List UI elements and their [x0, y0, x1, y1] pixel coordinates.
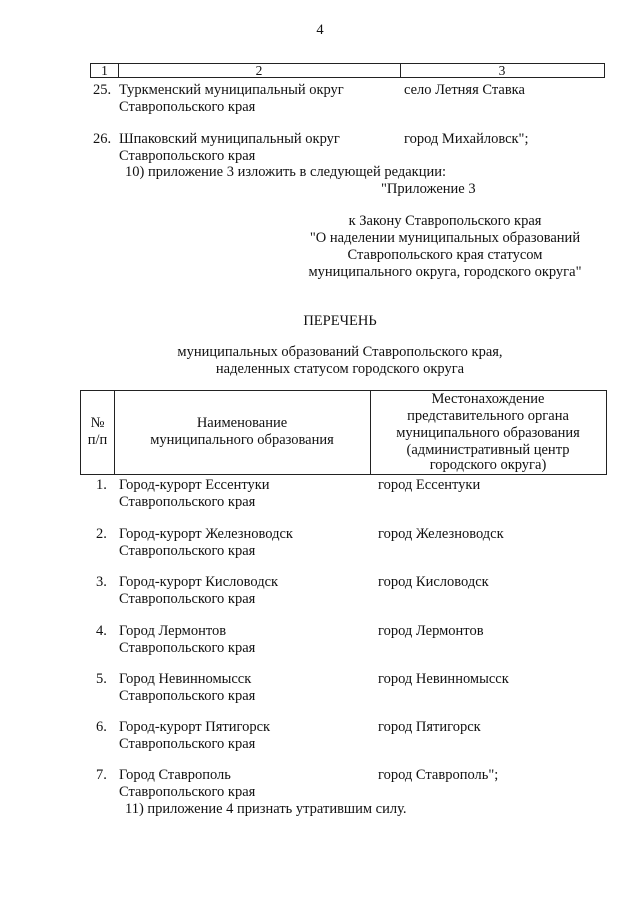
admin-center: город Невинномысск — [378, 671, 509, 687]
municipality-name: Ставропольского края — [119, 736, 256, 752]
location-header: (административный центр — [406, 442, 570, 458]
location-header: Местонахождение — [431, 391, 545, 407]
municipality-name: Город Лермонтов — [119, 623, 227, 639]
municipality-name: Город-курорт Железноводск — [119, 526, 293, 542]
admin-center: город Кисловодск — [378, 574, 489, 590]
name-header: Наименование — [196, 415, 288, 431]
admin-center: город Ставрополь"; — [378, 767, 499, 783]
row-number: 25. — [93, 82, 112, 98]
appendix-law-line: муниципального округа, городского округа" — [308, 264, 582, 280]
location-header: представительного органа — [407, 408, 569, 424]
municipality-name: Ставропольского края — [119, 640, 256, 656]
list-subtitle: муниципальных образований Ставропольского края, — [177, 344, 503, 360]
municipality-name: Город Ставрополь — [119, 767, 231, 783]
amendment-item-10: 10) приложение 3 изложить в следующей редакции: — [125, 164, 447, 180]
row-number: 3. — [96, 574, 107, 590]
admin-center: село Летняя Ставка — [404, 82, 525, 98]
amendment-item-11: 11) приложение 4 признать утратившим силу. — [125, 801, 407, 817]
column-1-label: 1 — [101, 63, 108, 78]
list-title: ПЕРЕЧЕНЬ — [303, 313, 377, 329]
row-number: 5. — [96, 671, 107, 687]
column-3-label: 3 — [498, 63, 506, 78]
municipality-name: Ставропольского края — [119, 543, 256, 559]
municipality-name: Туркменский муниципальный округ — [119, 82, 344, 98]
municipality-name: Город-курорт Пятигорск — [119, 719, 271, 735]
admin-center: город Ессентуки — [378, 477, 481, 493]
table-header — [80, 390, 607, 475]
column-number-header — [90, 63, 605, 78]
municipality-name: Ставропольского края — [119, 99, 256, 115]
municipality-name: Ставропольского края — [119, 784, 256, 800]
row-number: 4. — [96, 623, 107, 639]
row-number: 1. — [96, 477, 107, 493]
location-header: муниципального образования — [396, 425, 580, 441]
appendix-law-line: Ставропольского края статусом — [347, 247, 543, 263]
appendix-law-line: к Закону Ставропольского края — [348, 213, 542, 229]
row-number: 26. — [93, 131, 112, 147]
municipality-name: Ставропольского края — [119, 494, 256, 510]
appendix-law-line: "О наделении муниципальных образований — [309, 230, 581, 246]
admin-center: город Михайловск"; — [404, 131, 529, 147]
admin-center: город Пятигорск — [378, 719, 481, 735]
list-subtitle: наделенных статусом городского округа — [215, 361, 465, 377]
municipality-name: Город-курорт Кисловодск — [119, 574, 279, 590]
appendix-title: "Приложение 3 — [381, 181, 476, 197]
municipality-name: Ставропольского края — [119, 591, 256, 607]
row-number: 7. — [96, 767, 107, 783]
municipality-name: Шпаковский муниципальный округ — [119, 131, 340, 147]
page-number: 4 — [316, 22, 324, 38]
municipality-name: Ставропольского края — [119, 688, 256, 704]
name-header: муниципального образования — [150, 432, 334, 448]
municipality-name: Город Невинномысск — [119, 671, 252, 687]
num-header: п/п — [87, 432, 108, 448]
row-number: 6. — [96, 719, 107, 735]
admin-center: город Железноводск — [378, 526, 504, 542]
municipality-name: Город-курорт Ессентуки — [119, 477, 270, 493]
location-header: городского округа) — [429, 457, 547, 473]
row-number: 2. — [96, 526, 107, 542]
column-2-label: 2 — [255, 63, 263, 78]
num-header: № — [90, 415, 105, 431]
municipality-name: Ставропольского края — [119, 148, 256, 164]
admin-center: город Лермонтов — [378, 623, 484, 639]
